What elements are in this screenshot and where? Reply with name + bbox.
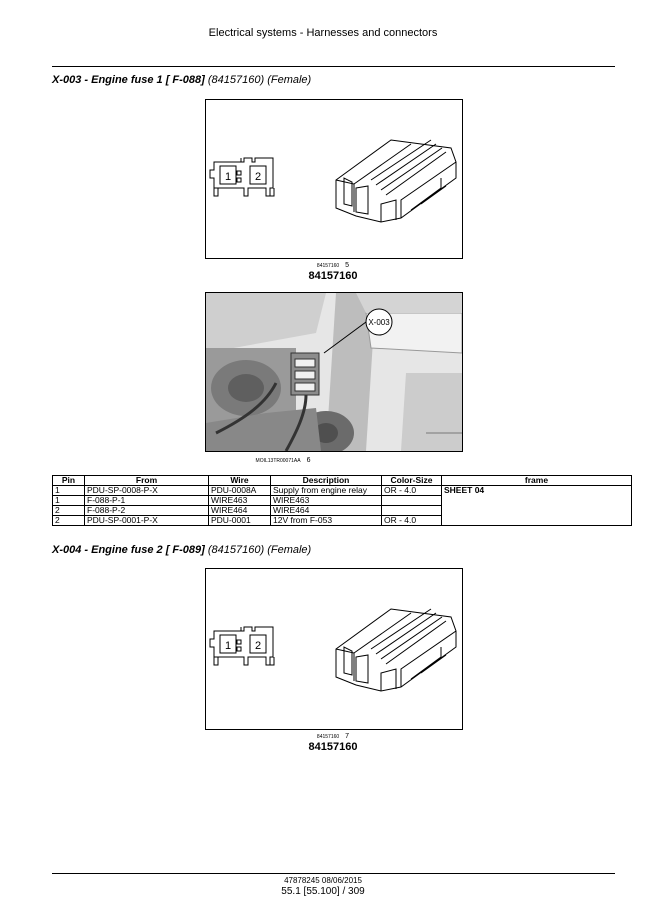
footer-divider bbox=[52, 873, 615, 874]
cell-color-size: OR - 4.0 bbox=[382, 486, 442, 496]
cell-from: F-088-P-2 bbox=[85, 506, 209, 516]
header-pin: Pin bbox=[53, 476, 85, 486]
figure-code: 84157160 bbox=[308, 741, 358, 753]
figure-caption-small bbox=[205, 262, 461, 269]
cell-from: PDU-SP-0008-P-X bbox=[85, 486, 209, 496]
table-row bbox=[53, 486, 632, 496]
header-divider bbox=[52, 66, 615, 67]
section-title-suffix: (84157160) (Female) bbox=[204, 544, 312, 556]
connector-figure-x003 bbox=[205, 99, 463, 259]
cell-description: 12V from F-053 bbox=[271, 516, 382, 526]
photo-small-code: MOIL13TR00071AA bbox=[255, 458, 301, 464]
section-title-x003 bbox=[52, 74, 311, 86]
pin-table bbox=[52, 475, 632, 526]
connector-drawing bbox=[206, 569, 462, 729]
footer-page-number: 55.1 [55.100] / 309 bbox=[281, 886, 365, 897]
photo-callout-label: X-003 bbox=[368, 318, 390, 327]
figure-number: 7 bbox=[345, 733, 350, 740]
cell-frame: SHEET 04 bbox=[442, 486, 632, 526]
cell-description: Supply from engine relay bbox=[271, 486, 382, 496]
section-title-main: X-003 - Engine fuse 1 [ F-088] bbox=[52, 74, 205, 86]
header-color-size: Color-Size bbox=[382, 476, 442, 486]
figure-number: 5 bbox=[345, 262, 350, 269]
figure-small-code: 84157160 bbox=[316, 263, 340, 269]
connector-drawing bbox=[206, 100, 462, 258]
header-from: From bbox=[85, 476, 209, 486]
footer-doc-id: 47878245 08/06/2015 bbox=[284, 876, 362, 885]
photo-caption-small bbox=[205, 457, 461, 464]
cell-color-size bbox=[382, 506, 442, 516]
figure-small-code: 84157160 bbox=[316, 734, 340, 740]
cell-description: WIRE464 bbox=[271, 506, 382, 516]
section-title-suffix: (84157160) (Female) bbox=[204, 74, 312, 86]
header-description: Description bbox=[271, 476, 382, 486]
cell-color-size: OR - 4.0 bbox=[382, 516, 442, 526]
pin-label-2: 2 bbox=[254, 171, 262, 183]
section-title-x004 bbox=[52, 544, 311, 556]
header-frame: frame bbox=[442, 476, 632, 486]
figure-code: 84157160 bbox=[308, 270, 358, 282]
photo-number: 6 bbox=[306, 457, 311, 464]
cell-pin: 2 bbox=[53, 506, 85, 516]
cell-from: PDU-SP-0001-P-X bbox=[85, 516, 209, 526]
engine-bay-photo bbox=[206, 293, 462, 451]
cell-wire: PDU-0001 bbox=[209, 516, 271, 526]
cell-wire: WIRE464 bbox=[209, 506, 271, 516]
cell-description: WIRE463 bbox=[271, 496, 382, 506]
pin-label-1: 1 bbox=[224, 171, 232, 183]
cell-pin: 2 bbox=[53, 516, 85, 526]
cell-pin: 1 bbox=[53, 486, 85, 496]
pin-table-header bbox=[53, 476, 632, 486]
cell-from: F-088-P-1 bbox=[85, 496, 209, 506]
cell-color-size bbox=[382, 496, 442, 506]
cell-wire: WIRE463 bbox=[209, 496, 271, 506]
figure-caption-small bbox=[205, 733, 461, 740]
cell-pin: 1 bbox=[53, 496, 85, 506]
page-header-title: Electrical systems - Harnesses and connectors bbox=[208, 27, 438, 39]
connector-figure-x004 bbox=[205, 568, 463, 730]
pin-label-1: 1 bbox=[224, 640, 232, 652]
cell-wire: PDU-0008A bbox=[209, 486, 271, 496]
pin-label-2: 2 bbox=[254, 640, 262, 652]
section-title-main: X-004 - Engine fuse 2 [ F-089] bbox=[52, 544, 205, 556]
connector-location-photo bbox=[205, 292, 463, 452]
header-wire: Wire bbox=[209, 476, 271, 486]
